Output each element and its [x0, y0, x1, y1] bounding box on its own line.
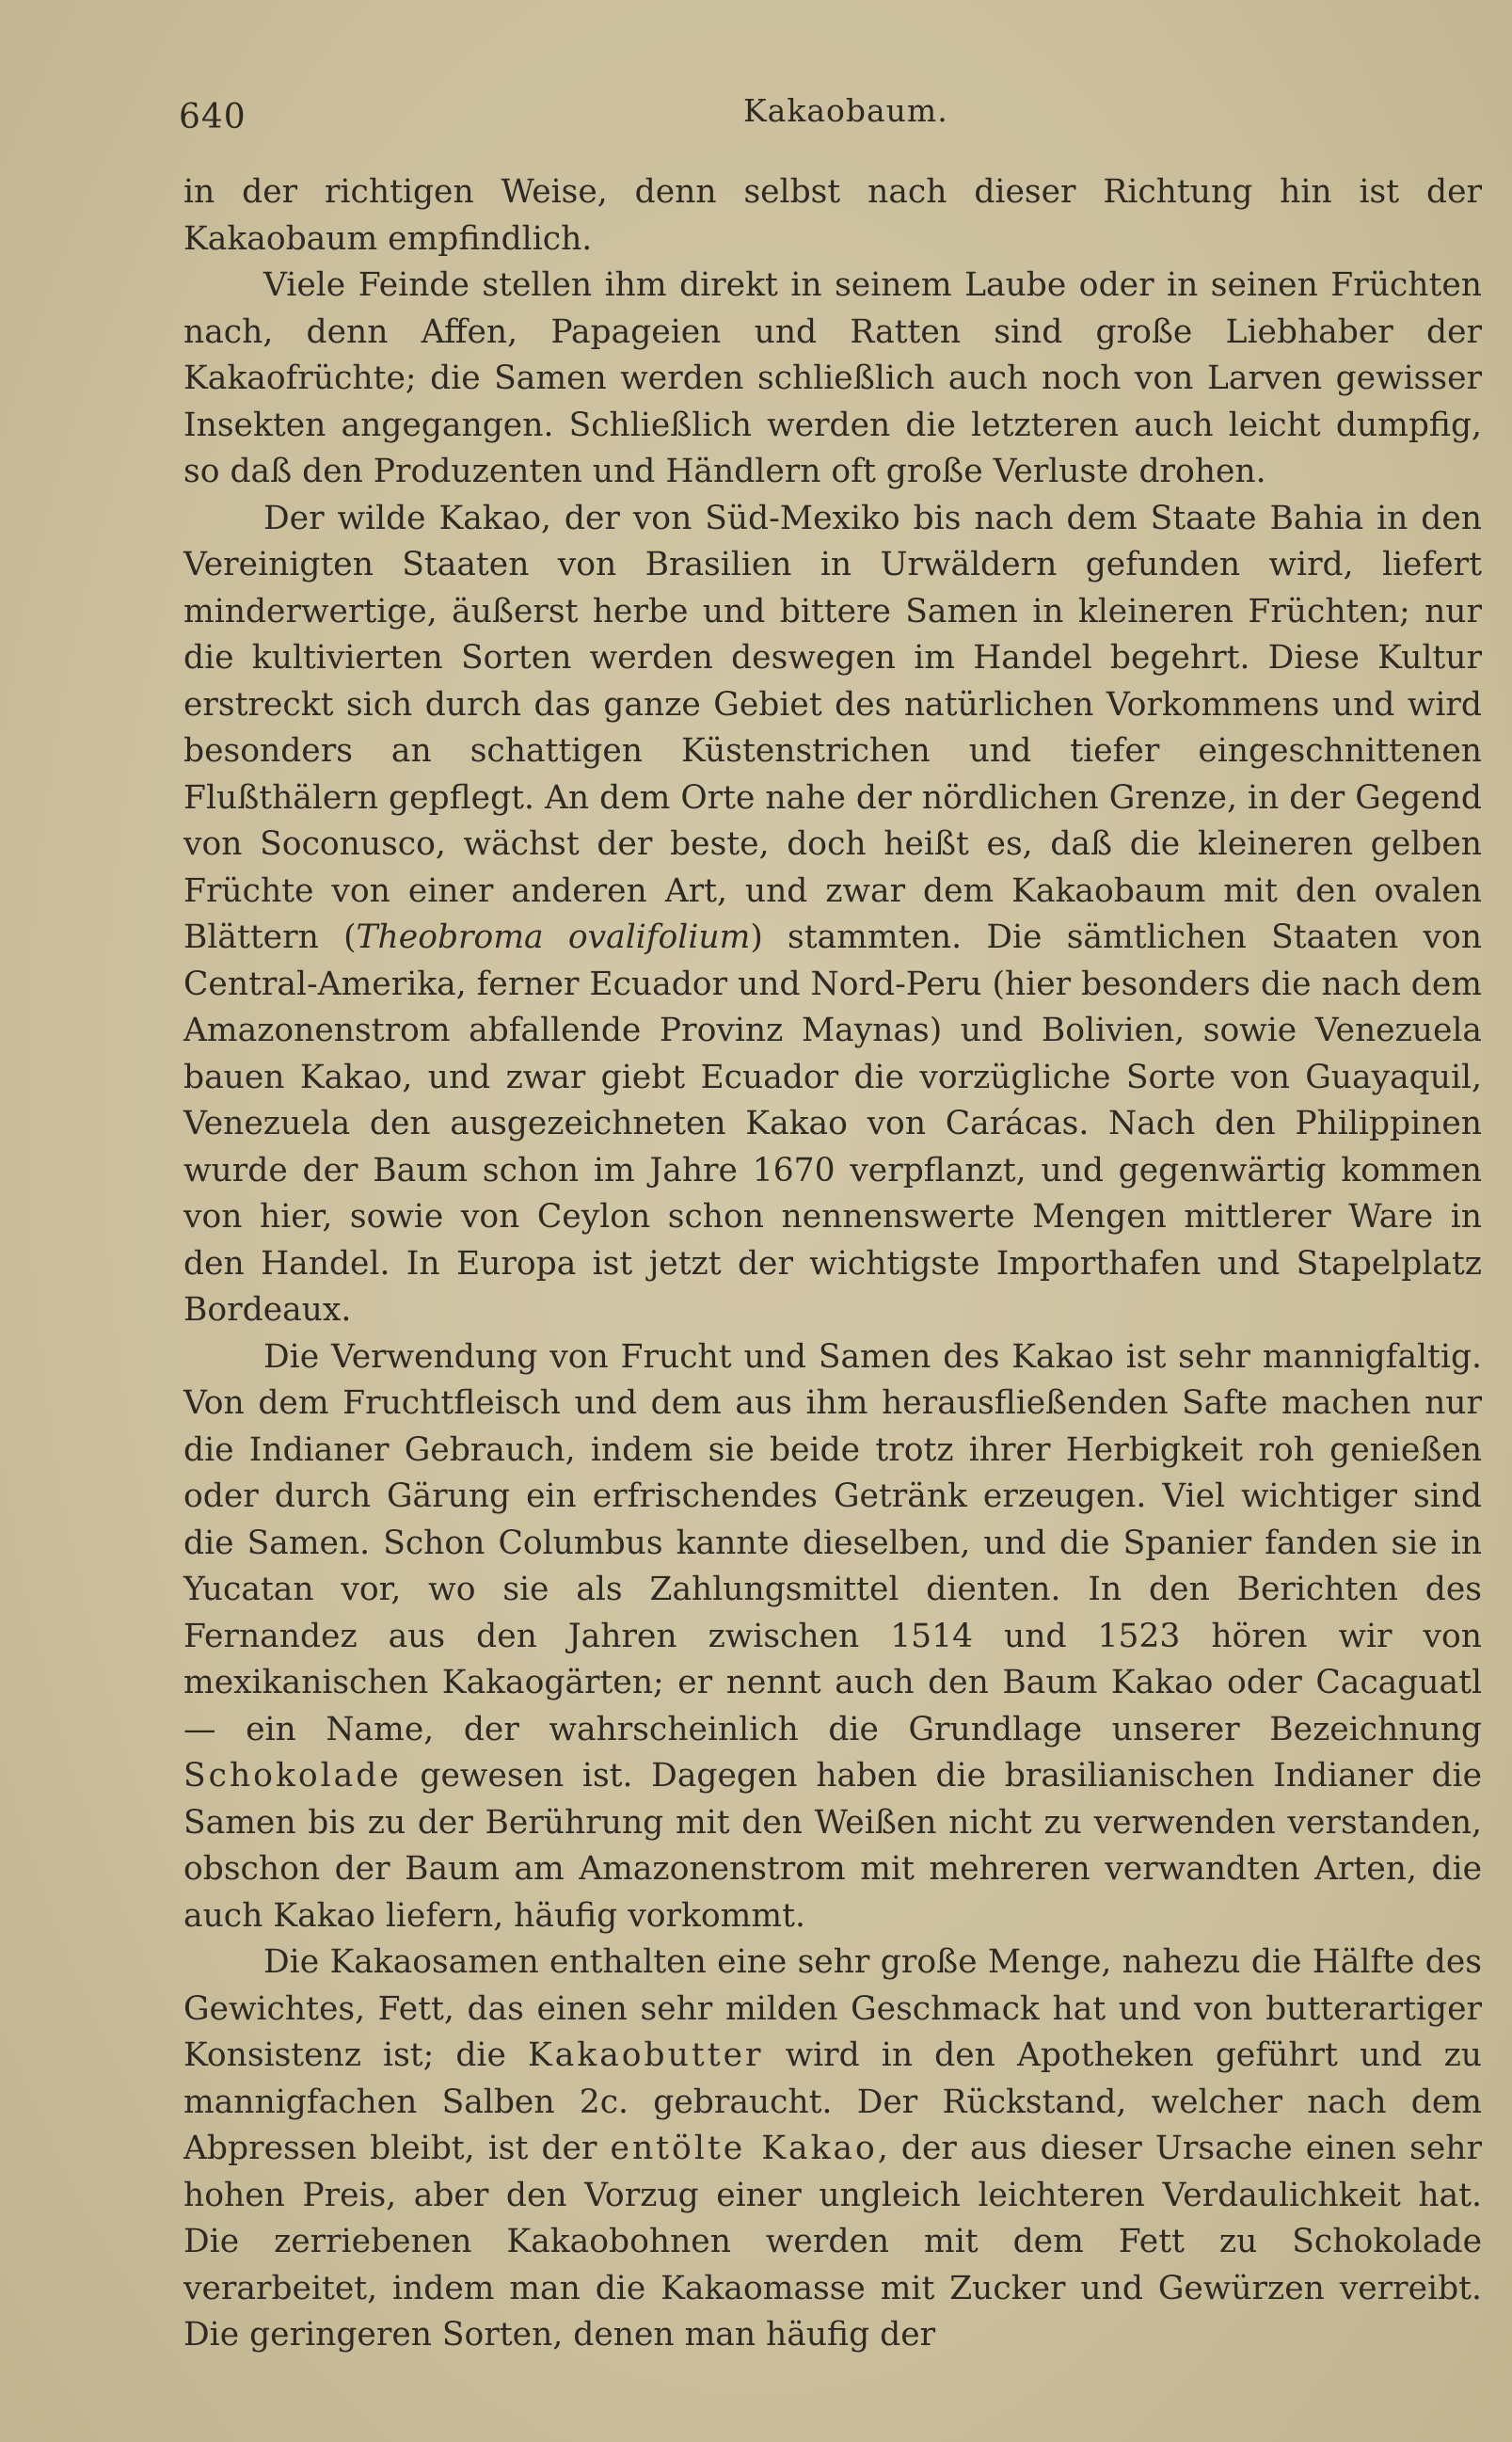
paragraph-usage [183, 1334, 1482, 1940]
paragraph-text: wird in den Apotheken geführt und zu mannigfachen Salben 2c. gebraucht. Der Rückstand, welcher nach dem Abpressen bleibt, ist der [183, 2036, 1482, 2167]
running-title: Kakaobaum. [743, 92, 948, 129]
paragraph-text: in der richtigen Weise, denn selbst nach dieser Richtung hin ist der Kakaobaum empfindlich. [183, 173, 1482, 258]
paragraph-text: ) stammten. Die sämtlichen Staaten von Central-Amerika, ferner Ecuador und Nord-Peru (hier besonders die nach dem Amazonenstrom abfallende Provinz Maynas) und Bolivien, sowie Venezuela bauen Kakao, und zwar giebt Ecuador die vorzügliche Sorte von Guayaquil, Venezuela den ausgezeichneten Kakao von Carácas. Nach den Philippinen wurde der Baum schon im Jahre 1670 verpflanzt, und gegenwärtig kommen von hier, sowie von Ceylon schon nennenswerte Mengen mittlerer Ware in den Handel. In Europa ist jetzt der wichtigste Importhafen und Stapelplatz Bordeaux. [183, 918, 1482, 1329]
paragraph-text: , der aus dieser Ursache einen sehr hohen Preis, aber den Vorzug einer ungleich leichteren Verdaulichkeit hat. Die zerriebenen Kakaobohnen werden mit dem Fett zu Schokolade verarbeitet, indem man die Kakaomasse mit Zucker und Gewürzen verreibt. Die geringeren Sorten, denen man häufig der [183, 2130, 1482, 2354]
paragraph-seeds [183, 1939, 1482, 2359]
page-header [179, 92, 1482, 149]
spaced-term: Kakaobutter [527, 2036, 764, 2074]
spaced-term: entölte Kakao [610, 2130, 878, 2167]
paragraph-text: Die Verwendung von Frucht und Samen des Kakao ist sehr mannigfaltig. Von dem Fruchtfleisch und dem aus ihm herausfließenden Safte machen nur die Indianer Gebrauch, indem sie beide trotz ihrer Herbigkeit roh genießen oder durch Gärung ein erfrischendes Getränk erzeugen. Viel wichtiger sind die Samen. Schon Columbus kannte dieselben, und die Spanier fanden sie in Yucatan vor, wo sie als Zahlungsmittel dienten. In den Berichten des Fernandez aus den Jahren zwischen 1514 und 1523 hören wir von mexikanischen Kakaogärten; er nennt auch den Baum Kakao oder Cacaguatl — ein Name, der wahrscheinlich die Grundlage unserer Bezeichnung [183, 1337, 1482, 1748]
spaced-term: Schokolade [183, 1757, 402, 1795]
body-text [183, 169, 1482, 2359]
species-name-italic: Theobroma ovalifolium [356, 918, 751, 956]
paragraph-text: Viele Feinde stellen ihm direkt in seinem Laube oder in seinen Früchten nach, denn Affen, Papageien und Ratten sind große Liebhaber der Kakaofrüchte; die Samen werden schließlich auch noch von Larven gewisser Insekten angegangen. Schließlich werden die letzteren auch leicht dumpfig, so daß den Produzenten und Händlern oft große Verluste drohen. [183, 266, 1482, 490]
paragraph-continuation [183, 169, 1482, 263]
paragraph-text: gewesen ist. Dagegen haben die brasilianischen Indianer die Samen bis zu der Berührung mit den Weißen nicht zu verwenden verstanden, obschon der Baum am Amazonenstrom mit mehreren verwandten Arten, die auch Kakao liefern, häufig vorkommt. [183, 1757, 1482, 1935]
paragraph-text: Die Kakaosamen enthalten eine sehr große Menge, nahezu die Hälfte des Gewichtes, Fett, das einen sehr milden Geschmack hat und von butterartiger Konsistenz ist; die [183, 1943, 1482, 2074]
page-number: 640 [179, 98, 247, 136]
paragraph-wild-cacao [183, 496, 1482, 1334]
paragraph-text: Der wilde Kakao, der von Süd-Mexiko bis nach dem Staate Bahia in den Vereinigten Staaten von Brasilien in Urwäldern gefunden wird, liefert minderwertige, äußerst herbe und bittere Samen in kleineren Früchten; nur die kultivierten Sorten werden deswegen im Handel begehrt. Diese Kultur erstreckt sich durch das ganze Gebiet des natürlichen Vorkommens und wird besonders an schattigen Küstenstrichen und tiefer eingeschnittenen Flußthälern gepflegt. An dem Orte nahe der nördlichen Grenze, in der Gegend von Soconusco, wächst der beste, doch heißt es, daß die kleineren gelben Früchte von einer anderen Art, und zwar dem Kakaobaum mit den ovalen Blättern ( [183, 499, 1482, 956]
paragraph-enemies [183, 263, 1482, 496]
